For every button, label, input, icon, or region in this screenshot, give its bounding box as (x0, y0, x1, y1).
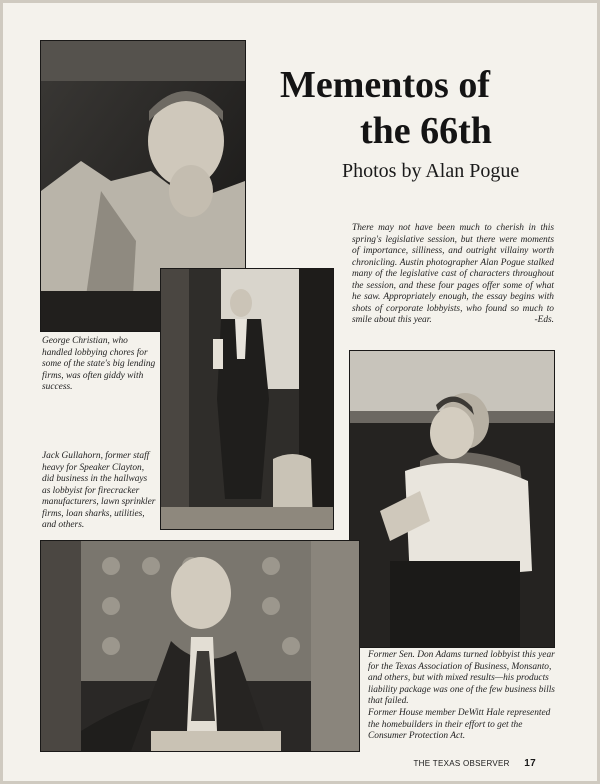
caption-george-christian: George Christian, who handled lobbying chores for some of the state's big lending firms, was often giddy with success. (42, 336, 156, 392)
caption-jack-gullahorn: Jack Gullahorn, former staff heavy for Speaker Clayton, did business in the hallways as lobbyist for firecracker manufacturers, lawn sprinkler firms, loan sharks, utilities, and others. (42, 451, 156, 530)
photo-dewitt-hale (40, 540, 360, 752)
intro-text: There may not have been much to cherish in this spring's legislative session, but there were moments of importance, silliness, and outright villainy worth chronicling. Austin photographer Alan Pogue stalked many of the legislative cast of characters throughout the session, and these four pages offer some of what he saw. Appropriately enough, the essay begins with shots of corporate lobbyists, who found so much to smile about this year. (352, 223, 554, 325)
article-title (280, 62, 580, 154)
intro-signature: -Eds. (534, 315, 554, 325)
title-line-1: Mementos of (280, 64, 490, 106)
page-footer (413, 758, 536, 769)
photo-jack-gullahorn (160, 268, 334, 530)
caption-dewitt-hale: Former House member DeWitt Hale represented the homebuilders in their effort to get the Consumer Protection Act. (368, 708, 551, 741)
intro-paragraph (352, 223, 554, 327)
caption-don-adams: Former Sen. Don Adams turned lobbyist this year for the Texas Association of Business, Monsanto, and others, but with mixed results—his products liability package was one of the few business bills that failed. (368, 650, 555, 706)
publication-name: THE TEXAS OBSERVER (413, 759, 510, 768)
photo-byline: Photos by Alan Pogue (342, 160, 520, 182)
page-number: 17 (524, 758, 536, 769)
title-line-2: the 66th (360, 110, 492, 152)
photo-don-adams (349, 350, 555, 648)
